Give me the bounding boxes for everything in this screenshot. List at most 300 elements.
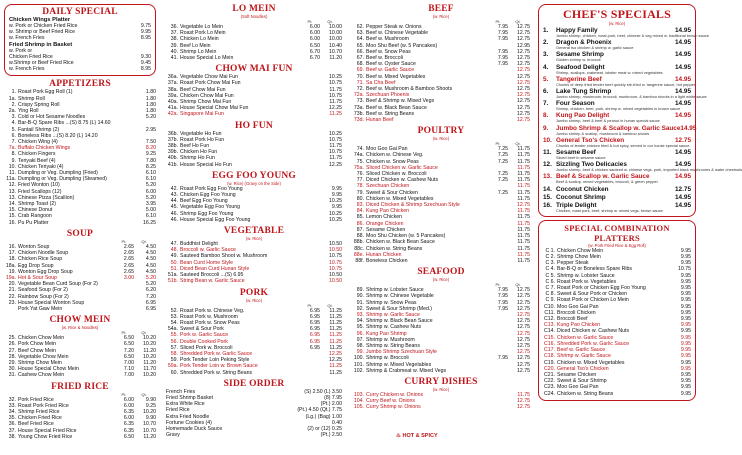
item-name: Coconut Shrimp <box>556 193 606 201</box>
item-number: 13. <box>543 173 552 181</box>
item-price: 14.95 <box>675 51 691 59</box>
item-number: 38. <box>8 433 16 440</box>
item-name: Seafood Soup (For 2) <box>18 287 68 294</box>
item-name: Sesame Chicken <box>557 371 597 378</box>
item-name: Shrimp w. Chinese Vegetable <box>366 293 434 300</box>
item-number: 100. <box>353 355 364 362</box>
item-name: Wonton Soup <box>18 243 50 250</box>
item-name: Fried Rice <box>166 407 190 414</box>
item-price-pint: 6.35 <box>123 408 134 415</box>
item-price-quart: 10.20 <box>143 341 156 348</box>
item-name: Diced Chicken & Shrimp Szechuan Style <box>366 202 460 209</box>
item-name: Boneless Ribs ...(S) 8.20 (L) 14.20 <box>18 132 98 139</box>
item-number: C14. <box>544 328 555 335</box>
item-name: Vegetable Chow Mein <box>18 353 69 360</box>
item-price-quart: 10.40 <box>329 42 342 49</box>
poultry-section: POULTRY (w. Rice) Pt. Qt. 74. Moo Goo Gai Pan 7.25 11.75 74a. Chicken w. Chinese Veg. 7.25 11.75 75. Chicken w. Snow Peas 7.25 11.75 75a. Sliced Chicken w. Garlic Sauce 11.75 76. Sliced Chicken w. Broccoli 7.25 11.75 77. Diced Chicken w. Cashew Nuts 7.25 11.75 78. Szechuan Chicken 11.75 79. Sweet & Sour Chicken 7.25 11.75 80. Chicken w. Mixed Vegetables 11.75 83. Diced Chicken & Shrimp Szechuan Style 12.75 84. Kung Pao Chicken 11.75 85. Lemon Chicken 11.75 86. Orange Chicken 11.75 87. Sesame Chicken 11.75 88. Moo Shu Chicken (w. 5 Pancakes) 11.75 88b. Chicken w. Black Bean Sauce 11.75 88c. Chicken w. String Beans 11.75 88e. Hunan Chicken 11.75 88f. Boneless Chicken 11.75 <box>353 126 530 264</box>
item-number: 47. <box>170 241 178 248</box>
item-name: Sauteed Broccoli ...(S) 6.95 <box>180 272 244 279</box>
item-name: Sweet & Sour Pork <box>180 326 224 333</box>
item-name: Roast Pork Egg Roll (1) <box>18 89 73 96</box>
item-number: 2a. <box>8 108 16 115</box>
item-number: 37a. <box>167 80 178 87</box>
item-name: Shrimp Chow Mein <box>18 359 62 366</box>
item-name: Chicken Chow Mein <box>557 247 604 254</box>
item-number: 40b. <box>167 155 178 162</box>
item-number: 91. <box>356 299 364 306</box>
item-price: 12.75 <box>517 398 530 405</box>
item-price: 10.75 <box>329 149 342 156</box>
item-number: 37. <box>170 30 178 37</box>
item-price: (Pt.) 4.50 (Qt.) 7.75 <box>297 407 342 414</box>
item-number: 72. <box>356 86 364 93</box>
item-name: Cashew Chow Mein <box>18 372 65 379</box>
item-price: 8.25 <box>145 163 156 170</box>
item-price-quart: 11.20 <box>143 347 156 354</box>
item-number: 21. <box>8 287 16 294</box>
soup-section: SOUP Pt. Qt. 16. Wonton Soup 2.65 4.50 17. Chicken Noodle Soup 2.65 4.50 18. Chicken Rice Soup 2.65 4.50 18a. Egg Drop Soup 2.65 4.50 19. Wonton Egg Drop Soup 2.65 4.50 19a. Hot & Sour Soup 3.00 5.20 20. Vegetable Bean Curd Soup (For 2) 5.20 21. Seafood Soup (For 2) 6.20 22. Rainbow Soup (For 2) 7.20 23. House Special Wonton Soup 6.95 Pork Yat Gaw Mein 6.95 <box>5 228 156 312</box>
item-number: 59a. <box>167 363 178 370</box>
item-price: 14.95 <box>675 63 691 71</box>
item-number: 46. <box>170 216 178 223</box>
item-name: Roast Pork Chow Mai Fun <box>180 80 241 87</box>
item-number: 4. <box>543 63 549 71</box>
item-name: Beef w. Oyster Sauce <box>366 61 416 68</box>
item-name: Sliced Chicken w. Broccoli <box>366 171 427 178</box>
item-price-quart: 11.75 <box>517 158 530 165</box>
seafood-title: SEAFOOD <box>417 267 465 278</box>
item-price-quart: 11.20 <box>143 433 156 440</box>
special-item <box>543 149 691 160</box>
item-name: Fried Wonton (10) <box>18 182 60 189</box>
item-name: Shrimp w. Garlic Sauce <box>557 353 611 360</box>
item-price: 9.25 <box>145 151 156 158</box>
menu-item <box>4 306 156 312</box>
item-price-pint: 6.00 <box>123 402 134 409</box>
item-price-quart: 11.25 <box>329 319 342 326</box>
item-price: 14.95 <box>675 149 691 157</box>
item-number: 26. <box>8 341 16 348</box>
special-item <box>543 112 691 123</box>
item-price-quart: 12.75 <box>517 336 530 343</box>
item-price: 9.95 <box>680 365 691 372</box>
item-name: Chicken Teriyaki (4) <box>18 163 64 170</box>
item-price: 2.95 <box>145 126 156 133</box>
item-price-quart: 4.50 <box>145 268 156 275</box>
item-price: 6.10 <box>145 170 156 177</box>
item-number: 6. <box>11 132 16 139</box>
item-number: 33. <box>8 402 16 409</box>
item-price-pint: 7.25 <box>497 158 508 165</box>
item-name: Curry Chicken w. Onions <box>366 391 424 398</box>
item-name: Chicken Chow Mein <box>18 335 65 342</box>
item-name: Beef w. Mushroom <box>366 36 409 43</box>
item-number: 46. <box>170 210 178 217</box>
item-number: 22. <box>8 293 16 300</box>
beef-list <box>352 24 530 123</box>
column-1 <box>4 4 156 440</box>
item-name: House Special Wonton Soup <box>18 299 85 306</box>
chow-mai-fun-title: CHOW MAI FUN <box>215 64 293 75</box>
item-number: C21. <box>544 371 555 378</box>
item-price: (Pt.) 2.00 <box>320 401 342 408</box>
beef-title: BEEF <box>428 4 454 14</box>
item-price: 14.95 <box>675 100 691 108</box>
item-name: House Special Ho Fun <box>180 161 232 168</box>
item-number: C13. <box>544 322 555 329</box>
item-price: 10.25 <box>329 130 342 137</box>
menu-item <box>352 404 530 410</box>
item-price-pint: 6.00 <box>309 36 320 43</box>
item-name: Sesame Beef <box>556 149 596 157</box>
item-number: 8. <box>11 151 16 158</box>
item-number: 88c. <box>354 245 364 252</box>
item-name: Shrimp Egg Foo Young <box>180 210 234 217</box>
item-price-quart: 12.75 <box>517 92 530 99</box>
item-price: 5.00 <box>145 207 156 214</box>
item-price-pint: 7.25 <box>497 177 508 184</box>
item-name: Crispy Spring Roll <box>18 101 60 108</box>
item-number: 14. <box>8 201 16 208</box>
item-description: Chunks of tender chicken fried & hot spicy, served in our house special sauce <box>556 142 690 148</box>
item-price: (S) 2.50 (L) 3.50 <box>304 388 342 395</box>
item-number: 18a. <box>5 262 16 269</box>
chefs-specials-title: CHEF'S SPECIALS <box>562 7 672 21</box>
item-number: C22. <box>544 378 555 385</box>
item-price: 9.95 <box>680 291 691 298</box>
item-price: 14.95 <box>675 88 691 96</box>
item-price: 14.95 <box>675 39 691 47</box>
menu-item <box>166 370 342 376</box>
item-price-quart: 11.75 <box>517 245 530 252</box>
item-price: 9.95 <box>680 254 691 261</box>
item-price: 6.10 <box>145 176 156 183</box>
item-number: 10. <box>8 163 16 170</box>
item-name: Roast Pork Egg Foo Young <box>180 185 243 192</box>
egg-foo-young-list <box>166 186 342 223</box>
item-price-quart: 12.75 <box>517 30 530 37</box>
item-price-quart: 10.00 <box>329 30 342 37</box>
item-price: 8.20 <box>145 145 156 152</box>
item-price-quart: 12.75 <box>517 367 530 374</box>
item-number: 38a. <box>167 86 178 93</box>
item-price: 6.00 <box>145 188 156 195</box>
item-name: Chicken w. Garlic Sauce <box>557 334 614 341</box>
item-price-pint: 7.95 <box>497 30 508 37</box>
item-price-pint: 7.95 <box>497 48 508 55</box>
item-name: Lemon Chicken <box>366 214 403 221</box>
item-name: Chicken Fingers <box>18 151 56 158</box>
item-price-quart: 12.75 <box>517 61 530 68</box>
item-number: 20. <box>8 281 16 288</box>
chow-mein-list <box>4 335 156 378</box>
item-number: 68. <box>356 61 364 68</box>
item-number: 2. <box>11 101 16 108</box>
item-number: 44. <box>170 198 178 205</box>
item-name: Beef Egg Foo Young <box>180 198 228 205</box>
special-item <box>543 75 696 87</box>
item-price-quart: 11.20 <box>329 55 342 62</box>
item-price-pint: 7.20 <box>123 347 134 354</box>
item-name: Hunan Beef <box>366 117 394 124</box>
item-number: 104. <box>353 398 364 405</box>
item-name: String Bean w. Garlic Sauce <box>180 278 245 285</box>
item-number: 40a. <box>167 99 178 106</box>
item-price-quart: 11.25 <box>329 344 342 351</box>
menu-item <box>4 220 156 226</box>
item-description: Golden shrimp w. broccoli <box>556 57 601 63</box>
item-price: 10.25 <box>329 74 342 81</box>
item-name: Pork Chow Mein <box>18 341 57 348</box>
item-name: Extra White Rice <box>166 401 205 408</box>
item-name: Shredded Pork w. Garlic Sauce <box>557 340 630 347</box>
item-name: Jumbo Shrimp & Scallop w. Garlic Sauce <box>556 124 681 132</box>
item-number: 89. <box>356 287 364 294</box>
item-name: Beef w. String Beans <box>366 110 415 117</box>
item-price-quart: 12.75 <box>517 324 530 331</box>
item-price: 10.50 <box>329 247 342 254</box>
item-price-pint: 6.95 <box>309 344 320 351</box>
item-name: Kung Pao Chicken <box>366 208 409 215</box>
item-price-quart: 11.75 <box>517 208 530 215</box>
item-price: 14.95 <box>675 193 691 201</box>
item-price: 11.75 <box>329 143 342 150</box>
item-name: Curry Beef w. Onions <box>366 398 416 405</box>
item-price-pint: 7.95 <box>497 299 508 306</box>
item-name: Double Cooked Pork <box>180 338 228 345</box>
item-price-pint: 7.25 <box>497 146 508 153</box>
item-name: Diced Chicken w. Cashew Nuts <box>366 177 439 184</box>
item-price: 3.95 <box>145 201 156 208</box>
item-name: Szechuan Chicken <box>366 183 410 190</box>
column-2 <box>166 4 342 438</box>
item-number: 14. <box>543 185 552 193</box>
item-price-quart: 12.75 <box>517 355 530 362</box>
item-price-quart: 12.25 <box>329 357 342 364</box>
special-item <box>543 27 709 38</box>
item-name: Shrimp w. Lobster Sauce <box>366 287 424 294</box>
appetizers-title: APPETIZERS <box>49 79 111 90</box>
item-price: 9.95 <box>680 359 691 366</box>
hot-spicy-legend: ♨ HOT & SPICY <box>396 433 438 439</box>
item-name: Sa Cha Beef <box>366 79 396 86</box>
item-number: 16. <box>8 243 16 250</box>
item-name: Sweet & Sour Pork or Chicken <box>557 291 628 298</box>
item-price-pint: 2.65 <box>123 262 134 269</box>
item-price-quart: 11.75 <box>517 177 530 184</box>
item-price-quart: 11.75 <box>517 226 530 233</box>
item-number: 1. <box>543 27 549 34</box>
item-price-pint: 7.95 <box>497 61 508 68</box>
item-price-quart: 12.75 <box>517 73 530 80</box>
menu-item <box>166 278 342 284</box>
item-name: Vegetable Egg Foo Young <box>180 204 240 211</box>
item-number: 59. <box>170 357 178 364</box>
item-price: 6.10 <box>145 213 156 220</box>
item-price: 14.95 <box>675 112 691 120</box>
item-number: 7. <box>543 100 549 108</box>
vegetable-list <box>166 241 342 284</box>
item-price: 9.95 <box>140 29 151 36</box>
item-name: Chicken Wing (4) <box>18 139 58 146</box>
item-price-quart: 12.75 <box>517 86 530 93</box>
item-number: C10. <box>544 303 555 310</box>
item-price: 9.95 <box>331 204 342 211</box>
vegetable-title: VEGETABLE <box>223 226 285 237</box>
item-number: C23. <box>544 384 555 391</box>
item-number: 3. <box>543 51 549 59</box>
item-name: Bar-B-Q or Boneless Spare Ribs <box>557 266 632 273</box>
item-number: C 6. <box>545 278 555 285</box>
item-price-quart: 11.75 <box>517 164 530 171</box>
item-number: 88b. <box>353 239 364 246</box>
item-price: 9.95 <box>680 260 691 267</box>
item-name: Shredded Pork w. Garlic Sauce <box>180 350 253 357</box>
lo-mein-title: LO MEIN <box>232 4 276 14</box>
menu-item <box>9 66 151 72</box>
item-number: 105. <box>353 404 364 411</box>
item-number: 32. <box>8 396 16 403</box>
item-number: 58. <box>170 350 178 357</box>
item-name: Sliced Chicken w. Garlic Sauce <box>366 164 438 171</box>
item-name: Moo Goo Gai Pan <box>366 146 408 153</box>
item-number: 73d. <box>353 117 364 124</box>
item-number: 40. <box>170 48 178 55</box>
item-price: 5.20 <box>145 114 156 121</box>
item-price: 7.80 <box>145 157 156 164</box>
item-number: 5. <box>11 126 16 133</box>
item-price-pint: 6.50 <box>123 341 134 348</box>
item-name: Shredded Pork w. String Beans <box>180 369 253 376</box>
item-number: 19. <box>8 268 16 275</box>
basket-title: Fried Shrimp in Basket <box>9 41 73 48</box>
item-number: 30. <box>8 366 16 373</box>
item-number: 36. <box>8 421 16 428</box>
item-number: 34. <box>8 408 16 415</box>
item-number: 49. <box>170 253 178 260</box>
item-price: 11.75 <box>517 391 530 398</box>
item-name: Coconut Chicken <box>556 185 609 193</box>
item-price: 14.95 <box>675 173 691 181</box>
item-price-pint: 7.00 <box>123 372 134 379</box>
item-number: 18. <box>8 256 16 263</box>
item-number: 55. <box>170 332 178 339</box>
item-price-quart: 6.95 <box>145 299 156 306</box>
item-price-quart: 10.20 <box>143 408 156 415</box>
item-price-pint: 7.10 <box>123 366 134 373</box>
item-price-quart: 11.25 <box>329 369 342 376</box>
item-number: 75a. <box>353 164 364 171</box>
item-name: House Special Egg Foo Young <box>180 216 251 223</box>
item-price-quart: 10.70 <box>143 421 156 428</box>
item-name: Beef & Scallop w. Garlic Sauce <box>556 173 650 181</box>
special-item <box>543 51 691 62</box>
item-name: Teriyaki Beef (4) <box>18 157 56 164</box>
item-number: 95. <box>356 324 364 331</box>
item-name: Shrimp Chow Mai Fun <box>180 99 232 106</box>
item-name: Roast Pork Ho Fun <box>180 136 225 143</box>
item-price: 9.45 <box>140 60 151 67</box>
item-number: 73b. <box>353 110 364 117</box>
item-number: C16. <box>544 340 555 347</box>
menu-item <box>166 55 342 61</box>
item-price-quart: 12.75 <box>517 305 530 312</box>
item-number: 36a. <box>167 74 178 81</box>
item-number: 8. <box>543 112 549 120</box>
item-name: Beef Lo Mein <box>180 42 211 49</box>
item-price-quart: 11.25 <box>329 338 342 345</box>
item-name: Chicken w. String Beans <box>557 390 614 397</box>
special-item <box>543 124 697 136</box>
item-name: General Tso's Chicken <box>556 136 625 144</box>
item-name: w. French Fries <box>9 35 45 42</box>
item-price: 9.30 <box>140 53 151 60</box>
item-name: Chicken w. Snow Peas <box>366 158 419 165</box>
item-number: 74a. <box>353 152 364 159</box>
item-number: 36b. <box>167 130 178 137</box>
item-name: House Special Chow Mai Fun <box>180 105 249 112</box>
item-price-quart: 12.95 <box>517 42 530 49</box>
item-number: 11a. <box>6 176 16 183</box>
item-name: Young Chow Fried Rice <box>18 433 73 440</box>
fried-rice-title: FRIED RICE <box>51 381 109 392</box>
item-number: 12. <box>8 182 16 189</box>
item-price: 1.80 <box>145 101 156 108</box>
item-number: C12. <box>544 316 555 323</box>
item-price-quart: 12.75 <box>517 55 530 62</box>
item-number: 15. <box>8 213 16 220</box>
item-name: Roast Pork or Chicken Lo Mein <box>557 297 629 304</box>
item-price-pint: 7.25 <box>497 171 508 178</box>
item-name: Beef Chow Mein <box>18 347 57 354</box>
item-number: 54a. <box>167 326 178 333</box>
item-number: 77. <box>356 177 364 184</box>
item-price-quart: 12.75 <box>517 318 530 325</box>
chefs-specials-box: CHEF'S SPECIALS (w. Rice) 1. Happy Family 14.95 Jumbo shrimp, chicken, roast pork, beef, chinese & veg mixed w. traditional brown sauce 2. Dragon & Phoenix 14.95 General tso chicken & shrimp w. garlic sauce 3. Sesame Shrimp 14.95 Golden shrimp w. broccoli 4. Seafood Delight 14.95 Shrimp, scallops, crabmeat, lobster meat w. mixed vegetables 5. Tangerine Beef 14.95 Chunks of deep fried tender beef quickly stir-fried w. tangerine sauce, hot pepper 6. Lake Tung Shrimp 14.95 Jumbo shrimp, mushroom, broccoli, mushroom, & bamboo shoots in a light white sauce 7. Four Season 14.95 Shrimp, chicken, beef, pork, shrimp w. mixed vegetables in brown sauce 8. Kung Pao Delight 14.95 Jumbo shrimp, beef & beef & peanut in hunan special sauce 9. Jumbo Shrimp & Scallop w. Garlic Sauce 14.95 Jumbo shrimp & scallop, mushroom & bamboo shoots 10. General Tso's Chicken 12.75 Chunks of tender chicken fried & hot spicy, served in our house special sauce 11. Sesame Beef 14.95 Sliced beef in sesame sauce 12. Sizzling Two Delicacies 14.95 Jumbo shrimp, beef & chicken sauteed w. chinese vegs. pork, imported black mushrooms & water chestnuts 13. Beef & Scallop w. Garlic Sauce 14.95 Beef & scallop, mixed vegetables, broccoli, & green pepper 14. Coconut Chicken 12.75 15. Coconut Shrimp 14.95 16. Triple Delight 14.95 Chicken, roast pork, beef, shrimp w. mixed vegs. brown sauce <box>538 4 696 217</box>
menu-item <box>166 217 342 223</box>
item-name: Beef w. Broccoli <box>366 55 403 62</box>
item-number: 27. <box>8 347 16 354</box>
item-number: C 2. <box>545 254 555 261</box>
platter-title: Chicken Wings Platter <box>9 17 71 23</box>
item-name: Egg Drop Soup <box>18 262 54 269</box>
item-number: 16. <box>8 219 16 226</box>
item-number: 41a. <box>167 105 178 112</box>
item-price: 9.95 <box>680 316 691 323</box>
item-number: 29. <box>8 359 16 366</box>
item-price-quart: 12.75 <box>517 110 530 117</box>
item-name: Chicken w. Chinese Veg. <box>366 152 424 159</box>
item-name: Triple Delight <box>556 201 597 209</box>
item-number: 69. <box>356 67 364 74</box>
item-number: 64. <box>356 36 364 43</box>
item-name: Chicken w. Mixed Vegetables <box>366 195 434 202</box>
side-order-list <box>166 389 342 439</box>
item-price: 9.95 <box>331 185 342 192</box>
item-price: 1.80 <box>145 108 156 115</box>
item-price-quart: 12.75 <box>517 48 530 55</box>
item-name: Szechuan Phoenix <box>366 92 410 99</box>
item-number: C19. <box>544 359 555 366</box>
item-price-pint: 7.95 <box>497 355 508 362</box>
item-price-quart: 11.75 <box>517 214 530 221</box>
pork-title: PORK <box>239 287 269 298</box>
item-number: 4. <box>11 120 16 127</box>
item-price-pint: 6.50 <box>123 335 134 342</box>
item-number: 37b. <box>167 136 178 143</box>
item-price-quart: 11.75 <box>517 152 530 159</box>
combination-platters-box: SPECIAL COMBINATION PLATTERS (w. Pork Fried Rice & Egg Roll) C 1. Chicken Chow Mein 9.95 C 2. Shrimp Chow Mein 9.95 C 3. Pepper Steak 9.95 C 4. Bar-B-Q or Boneless Spare Ribs 10.75 C 5. Shrimp w. Lobster Sauce 9.95 C 6. Roast Pork w. Vegetables 9.95 C 7. Roast Pork or Chicken Egg Foo Young 9.95 C 8. Sweet & Sour Pork or Chicken 9.95 C 9. Roast Pork or Chicken Lo Mein 9.95 C10. Moo Goo Gai Pan 9.95 C11. Broccoli Chicken 9.95 C12. Broccoli Beef 9.95 C13. Kung Pao Chicken 9.95 C14. Diced Chicken w. Cashew Nuts 9.95 C15. Chicken w. Garlic Sauce 9.95 C16. Shredded Pork w. Garlic Sauce 9.95 C17. Beef w. Garlic Sauce 9.95 C18. Shrimp w. Garlic Sauce 9.95 C19. Chicken w. Mixed Vegetables 9.95 C20. General Tso's Chicken 9.95 C21. Sesame Chicken 9.95 C22. Sweet & Sour Shrimp 9.95 C23. Moo Goo Gai Pan 9.95 C24. Chicken w. String Beans 9.95 <box>538 220 696 401</box>
